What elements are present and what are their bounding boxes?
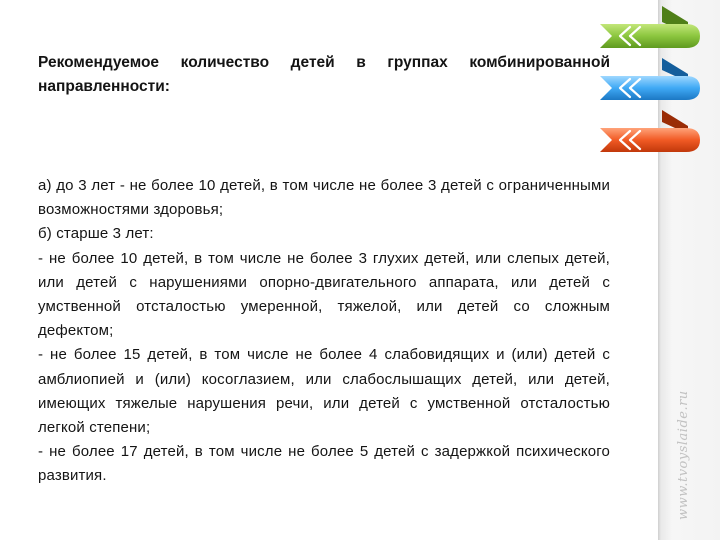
paragraph-limit-17: - не более 17 детей, в том числе не более 5 детей с задержкой психического развития. [38,443,610,485]
blue-ribbon [600,58,700,100]
paragraph-under-3: а) до 3 лет - не более 10 детей, в том числе не более 3 детей с ограниченными возможностями здоровья; [38,177,610,219]
paragraph-limit-15: - не более 15 детей, в том числе не более 4 слабовидящих и (или) детей с амблиопией и (или) косоглазием, или слабослышащих детей, или детей, имеющих тяжелые нарушения речи, или детей с умственной отсталостью легкой степени; [38,346,610,437]
watermark: www.tvoyslaide.ru [676,390,691,520]
paragraph-limit-10: - не более 10 детей, в том числе не более 3 глухих детей, или слепых детей, или детей с нарушениями опорно-двигательного аппарата, или детей с умственной отсталостью умеренной, тяжелой, или детей со сложным дефектом; [38,249,610,340]
slide-title: Рекомендуемое количество детей в группах комбинированной направленности: [38,54,610,95]
ribbon-decoration [560,0,720,200]
paragraph-over-3-heading: б) старше 3 лет: [38,225,154,243]
red-ribbon [600,110,700,152]
slide-body [38,174,610,489]
green-ribbon [600,6,700,48]
